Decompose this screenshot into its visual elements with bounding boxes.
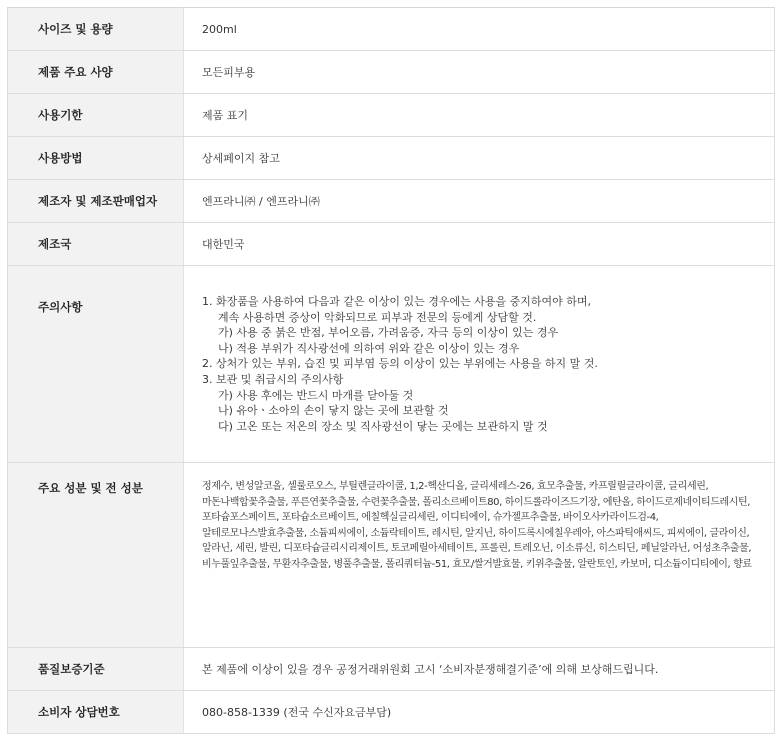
skin-type-value: 모든피부용 (184, 51, 775, 94)
caution-list (202, 266, 774, 434)
maker-value: 엔프라니㈜ / 엔프라니㈜ (184, 180, 775, 223)
usage-label: 사용방법 (8, 137, 184, 180)
expiry-value: 제품 표기 (184, 94, 775, 137)
expiry-label: 사용기한 (8, 94, 184, 137)
row-country (8, 223, 775, 266)
caution-line: 2. 상처가 있는 부위, 습진 및 피부염 등의 이상이 있는 부위에는 사용을 하지 말 것. (202, 357, 598, 371)
size-label: 사이즈 및 용량 (8, 8, 184, 51)
maker-label: 제조자 및 제조판매업자 (8, 180, 184, 223)
caution-line: 1. 화장품을 사용하여 다음과 같은 이상이 있는 경우에는 사용을 중지하여야 하며, (202, 295, 591, 308)
ingredients-value: 정제수, 변성알코올, 셀룰로오스, 부틸렌글라이콜, 1,2-헥산디올, 글리세레스-26, 효모추출물, 카프릴릴글라이콜, 글리세린, 마돈나백합꽃추출물, 푸른연꽃추출물, 수련꽃추출물, 폴리소르베이트80, 하이드롤라이즈드기장, 에탄올, 하이드로제네이티드레시틴, 포타슘포스페이트, 포타슘소르베이트, 에칠헥실글리세린, 이디티에이, 슈가젤프추출물, 바이오사카라이드검-4, 알테로모나스발효추출물, 소듐피씨에이, 소듐락테이트, 레시틴, 알지닌, 하이드록시에칠우레아, 아스파틱애씨드, 피씨에이, 글라이신, 알라닌, 세린, 발린, 디포타슘글리시리제이트, 토코페릴아세테이트, 프롤린, 트레오닌, 이소류신, 히스티딘, 페닐알라닌, 어성초추출물, 비누풀잎추출물, 무환자추출물, 병풀추출물, 폴리쿼터늄-51, 효모/쌀거발효물, 키위추출물, 알란토인, 카보머, 디소듐이디티에이, 향료 (202, 481, 752, 570)
product-info-table (7, 7, 775, 734)
contact-label: 소비자 상담번호 (8, 691, 184, 734)
ingredients-cell (184, 463, 775, 648)
row-expiry (8, 94, 775, 137)
quality-label: 품질보증기준 (8, 648, 184, 691)
caution-line: 다) 고온 또는 저온의 장소 및 직사광선이 닿는 곳에는 보관하지 말 것 (218, 419, 548, 433)
caution-line: 가) 사용 후에는 반드시 마개를 닫아둘 것 (218, 388, 414, 402)
country-value: 대한민국 (184, 223, 775, 266)
row-maker (8, 180, 775, 223)
row-usage (8, 137, 775, 180)
usage-value: 상세페이지 참고 (184, 137, 775, 180)
caution-value (184, 266, 775, 463)
country-label: 제조국 (8, 223, 184, 266)
skin-type-label: 제품 주요 사양 (8, 51, 184, 94)
ingredients-label: 주요 성분 및 전 성분 (8, 463, 184, 648)
row-ingredients (8, 463, 775, 648)
caution-line: 계속 사용하면 증상이 악화되므로 피부과 전문의 등에게 상담할 것. (218, 310, 537, 324)
row-skin-type (8, 51, 775, 94)
caution-line: 3. 보관 및 취급시의 주의사항 (202, 372, 344, 386)
caution-line: 가) 사용 중 붉은 반점, 부어오름, 가려움증, 자극 등의 이상이 있는 경우 (218, 326, 559, 340)
row-caution (8, 266, 775, 463)
contact-value: 080-858-1339 (전국 수신자요금부담) (184, 691, 775, 734)
row-quality (8, 648, 775, 691)
row-size (8, 8, 775, 51)
size-value: 200ml (184, 8, 775, 51)
row-contact (8, 691, 775, 734)
caution-label: 주의사항 (8, 266, 184, 463)
caution-line: 나) 적용 부위가 직사광선에 의하여 위와 같은 이상이 있는 경우 (218, 341, 520, 355)
caution-line: 나) 유아ㆍ소아의 손이 닿지 않는 곳에 보관할 것 (218, 404, 449, 418)
quality-value: 본 제품에 이상이 있을 경우 공정거래위원회 고시 ‘소비자분쟁해결기준’에 의해 보상해드립니다. (184, 648, 775, 691)
